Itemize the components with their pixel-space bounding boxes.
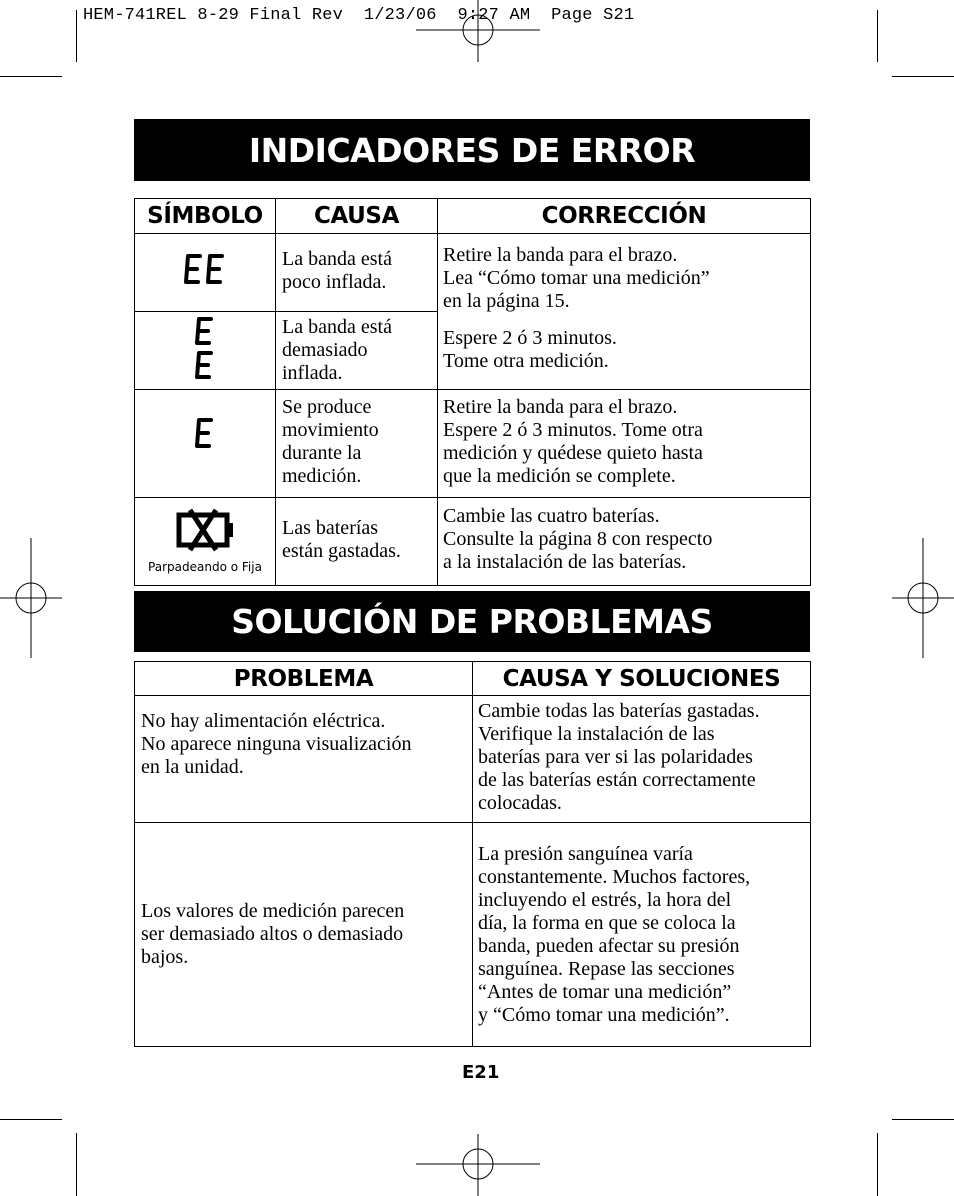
solution-cell: Cambie todas las baterías gastadas. Verifique la instalación de las baterías para ver si las polaridades de las baterías están correctamente colocadas. (473, 696, 811, 823)
cause-cell: La banda está poco inflada. (276, 234, 438, 312)
header-problem: PROBLEMA (135, 662, 473, 696)
problem-row-readings (135, 823, 811, 1047)
e-error-icon (194, 416, 216, 452)
symbol-cell (135, 498, 276, 586)
error-row-ee (135, 234, 811, 312)
correction-cell: Cambie las cuatro baterías. Consulte la página 8 con respecto a la instalación de las baterías. (438, 498, 811, 586)
header-correction: CORRECCIÓN (438, 199, 811, 234)
page-number: E21 (462, 1062, 500, 1083)
header-symbol: SÍMBOLO (135, 199, 276, 234)
problem-cell: Los valores de medición parecen ser demasiado altos o demasiado bajos. (135, 823, 473, 1047)
e-e-stacked-error-icon (194, 315, 216, 381)
cause-cell: Las baterías están gastadas. (276, 498, 438, 586)
registration-mark-bottom (416, 1134, 540, 1196)
problem-cell: No hay alimentación eléctrica. No aparece ninguna visualización en la unidad. (135, 696, 473, 823)
cause-cell: Se produce movimiento durante la medición. (276, 390, 438, 498)
problems-table (134, 661, 811, 1047)
registration-mark-right (892, 538, 954, 658)
symbol-cell (135, 234, 276, 312)
print-slug: HEM-741REL 8-29 Final Rev 1/23/06 9:27 AM Page S21 (83, 6, 635, 25)
solution-cell: La presión sanguínea varía constantemente. Muchos factores, incluyendo el estrés, la hora del día, la forma en que se coloca la banda, pueden afectar su presión sanguínea. Repase las secciones “Antes de tomar una medición” y “Cómo tomar una medición”. (473, 823, 811, 1047)
error-row-battery (135, 498, 811, 586)
error-section-title: INDICADORES DE ERROR (134, 119, 810, 181)
ee-error-icon (183, 252, 227, 288)
problem-row-no-power (135, 696, 811, 823)
error-table-header (135, 199, 811, 234)
header-solutions: CAUSA Y SOLUCIONES (473, 662, 811, 696)
registration-mark-left (0, 538, 62, 658)
error-row-e (135, 390, 811, 498)
error-table (134, 198, 811, 586)
battery-caption: Parpadeando o Fija (148, 560, 262, 574)
problems-table-header (135, 662, 811, 696)
symbol-cell (135, 312, 276, 390)
correction-cell: Retire la banda para el brazo. Espere 2 ó 3 minutos. Tome otra medición y quédese quieto hasta que la medición se complete. (438, 390, 811, 498)
battery-empty-icon (175, 506, 235, 552)
symbol-cell (135, 390, 276, 498)
correction-cell-shared: Retire la banda para el brazo. Lea “Cómo tomar una medición” en la página 15. Espere 2 ó 3 minutos. Tome otra medición. (438, 234, 811, 390)
cause-cell: La banda está demasiado inflada. (276, 312, 438, 390)
problems-section-title: SOLUCIÓN DE PROBLEMAS (134, 591, 810, 652)
header-cause: CAUSA (276, 199, 438, 234)
